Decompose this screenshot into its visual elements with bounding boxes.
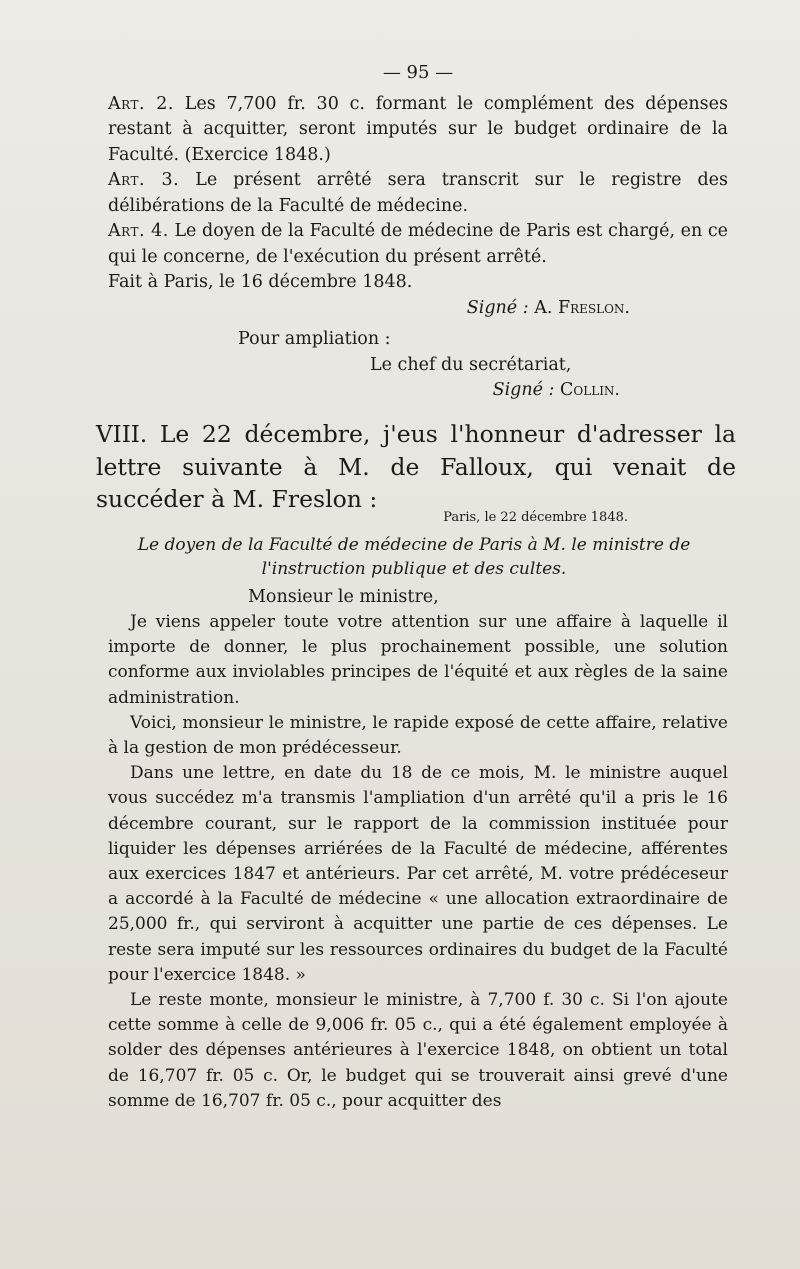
paragraph: Je viens appeler toute votre attention sur une affaire à laquelle il importe de donner, le plus prochainement possible, une solution conforme aux inviolables principes de l'équité et aux règles de la saine administration. xyxy=(108,612,728,708)
article-text: Les 7,700 fr. 30 c. formant le complément des dépenses restant à acquitter, seront imputés sur le budget ordinaire de la Faculté. (Exercice 1848.) xyxy=(108,93,728,165)
signe-name: A. Freslon. xyxy=(534,297,630,318)
chef-line: Le chef du secrétariat, xyxy=(370,354,572,375)
signe-label: Signé : xyxy=(492,380,555,400)
paragraph: Voici, monsieur le ministre, le rapide exposé de cette affaire, relative à la gestion de mon prédécesseur. xyxy=(108,712,728,759)
article-label: Art. 4. xyxy=(108,221,169,241)
page-number: — 95 — xyxy=(382,62,454,83)
letter-body xyxy=(108,610,728,1114)
paragraph: Le reste monte, monsieur le ministre, à 7,700 f. 30 c. Si l'on ajoute cette somme à celle de 9,006 fr. 05 c., qui a été également employée à solder des dépenses antérieures à l'exercice 1848, on obtient un total de 16,707 fr. 05 c. Or, le budget qui se trouverait ainsi grevé d'une somme de 16,707 fr. 05 c., pour acquitter des xyxy=(108,990,728,1111)
article-text: Le doyen de la Faculté de médecine de Paris est chargé, en ce qui le concerne, de l'exécution du présent arrêté. xyxy=(108,221,728,267)
article-3 xyxy=(108,168,728,219)
paragraph: Dans une lettre, en date du 18 de ce mois, M. le ministre auquel vous succédez m'a transmis l'ampliation d'un arrêté qu'il a pris le 16 décembre courant, sur le rapport de la commission instituée pour liquider les dépenses arriérées de la Faculté de médecine, afférentes aux exercices 1847 et antérieurs. Par cet arrêté, M. votre prédéceseur a accordé à la Faculté de médecine « une allocation extraordinaire de 25,000 fr., qui serviront à acquitter une partie de ces dépenses. Le reste sera imputé sur les ressources ordinaires du budget de la Faculté pour l'exercice 1848. » xyxy=(108,763,728,985)
section-heading xyxy=(96,418,736,515)
signe-label: Signé : xyxy=(466,297,529,318)
signature-collin xyxy=(108,378,728,404)
article-4 xyxy=(108,219,728,270)
section-number: VIII. xyxy=(96,421,148,448)
article-label: Art. 2. xyxy=(108,93,174,114)
text-column xyxy=(96,60,736,1114)
section-text: Le 22 décembre, j'eus l'honneur d'adresser la lettre suivante à M. de Falloux, qui venait de succéder à M. Freslon : xyxy=(96,419,736,513)
fait-line: Fait à Paris, le 16 décembre 1848. xyxy=(108,272,413,292)
article-text: Le présent arrêté sera transcrit sur le registre des délibérations de la Faculté de médecine. xyxy=(108,170,728,216)
ampliation-line: Pour ampliation : xyxy=(238,329,391,349)
signe-name: Collin. xyxy=(560,380,620,400)
signature-freslon xyxy=(108,296,728,322)
letter-dateline: Paris, le 22 décembre 1848. xyxy=(443,509,628,525)
letter-address: Le doyen de la Faculté de médecine de Paris à M. le ministre de l'instruction publique et des cultes. xyxy=(137,534,691,579)
article-2 xyxy=(108,92,728,169)
article-label: Art. 3. xyxy=(108,170,180,190)
letter-salutation: Monsieur le ministre, xyxy=(248,586,439,607)
